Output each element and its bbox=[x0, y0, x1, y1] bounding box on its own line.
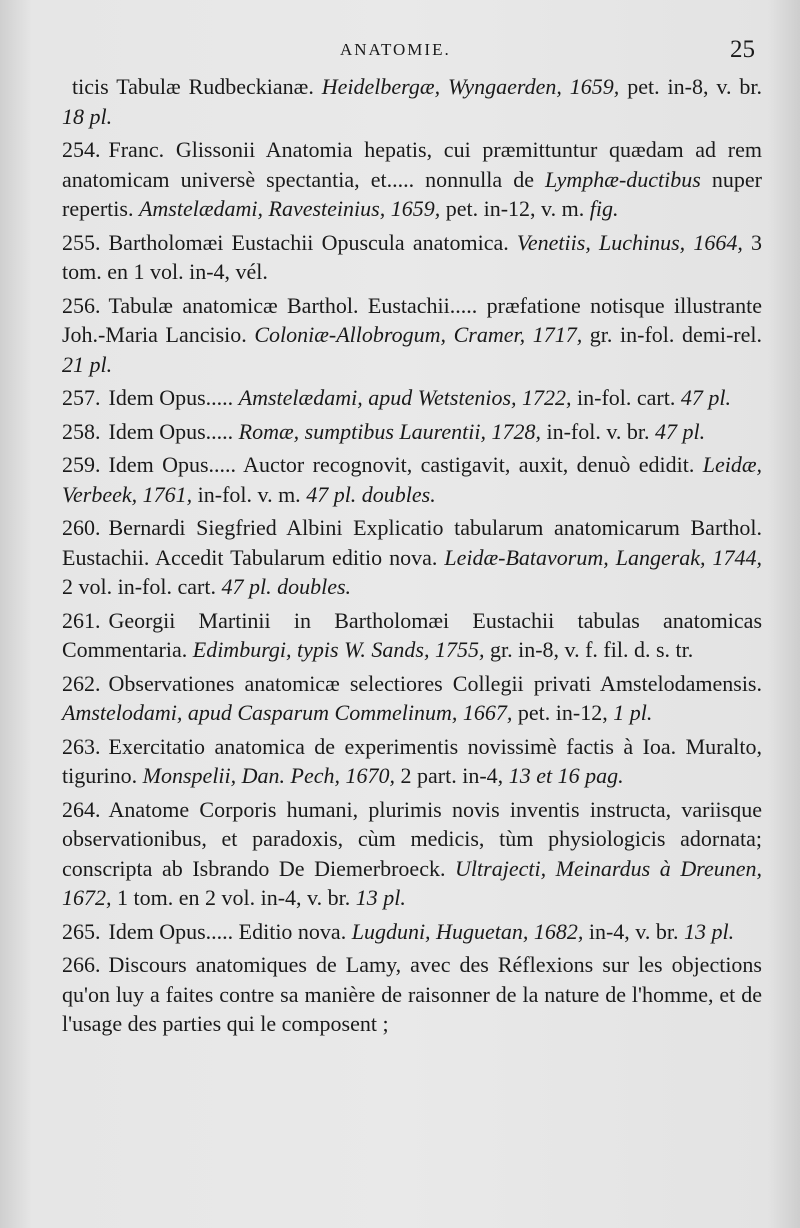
catalogue-entry bbox=[62, 417, 762, 447]
catalogue-entry bbox=[62, 383, 762, 413]
catalogue-entry bbox=[62, 606, 762, 665]
entry-text-segment: Franc. Glissonii Anatomia hepatis, cui præmittuntur quædam ad rem anatomicam universè spectantia, et..... nonnulla de bbox=[62, 137, 762, 192]
catalogue-entry bbox=[62, 917, 762, 947]
catalogue-entries bbox=[62, 72, 762, 1043]
entry-number: 263. bbox=[62, 733, 101, 759]
entry-text-segment: Idem Opus..... bbox=[108, 385, 239, 410]
entry-text-segment: Idem Opus..... Auctor recognovit, castigavit, auxit, denuò edidit. bbox=[108, 452, 703, 477]
entry-imprint-italic: 18 pl. bbox=[62, 103, 113, 129]
entry-text-segment: ticis Tabulæ Rudbeckianæ. bbox=[72, 74, 322, 99]
entry-text bbox=[62, 137, 762, 221]
catalogue-entry bbox=[62, 732, 762, 791]
entry-text bbox=[109, 919, 735, 944]
catalogue-entry bbox=[62, 72, 762, 131]
entry-number: 255. bbox=[62, 229, 101, 255]
entry-imprint-italic: 47 pl. doubles. bbox=[221, 574, 352, 599]
catalogue-entry bbox=[62, 228, 762, 287]
entry-imprint-italic: 47 pl. bbox=[680, 385, 731, 410]
entry-imprint-italic: 13 et 16 pag. bbox=[508, 763, 624, 788]
catalogue-entry bbox=[62, 135, 762, 224]
entry-text-segment: Bartholomæi Eustachii Opuscula anatomica. bbox=[108, 229, 517, 255]
entry-imprint-italic: Lugduni, Huguetan, 1682, bbox=[351, 918, 584, 944]
entry-imprint-italic: Venetiis, Luchinus, 1664, bbox=[516, 229, 743, 255]
entry-number: 258. bbox=[62, 418, 101, 444]
entry-imprint-italic: 47 pl. bbox=[655, 418, 706, 444]
entry-imprint-italic: 21 pl. bbox=[62, 351, 113, 377]
entry-imprint-italic: 13 pl. bbox=[355, 885, 406, 910]
entry-text-segment: pet. in-12, bbox=[512, 700, 614, 725]
entry-text bbox=[62, 293, 762, 377]
entry-imprint-italic: Ultrajecti, Meinardus à Dreunen, 1672, bbox=[62, 855, 763, 910]
entry-number: 266. bbox=[62, 952, 101, 977]
entry-text-segment: pet. in-8, v. br. bbox=[619, 74, 763, 99]
entry-imprint-italic: 1 pl. bbox=[613, 700, 653, 725]
entry-text-segment: gr. in-8, v. f. fil. d. s. tr. bbox=[484, 637, 694, 662]
entry-text bbox=[62, 515, 762, 599]
entry-text bbox=[62, 452, 762, 507]
entry-imprint-italic: Edimburgi, typis W. Sands, 1755, bbox=[192, 637, 485, 662]
entry-text-segment: Anatome Corporis humani, plurimis novis inventis instructa, variisque observationibus, et paradoxis, cùm medicis, tùm physiologicis adornata; conscripta ab Isbrando De Diemerbroeck. bbox=[62, 796, 762, 881]
entry-text-segment: gr. in-fol. demi-rel. bbox=[582, 322, 762, 347]
entry-number: 265. bbox=[62, 918, 101, 944]
catalogue-entry bbox=[62, 513, 762, 602]
entry-number: 257. bbox=[62, 385, 101, 410]
entry-text-segment: 2 part. in-4, bbox=[395, 763, 509, 788]
catalogue-entry bbox=[62, 450, 762, 509]
entry-text bbox=[62, 608, 762, 663]
page-number: 25 bbox=[730, 36, 755, 63]
entry-text-segment: in-fol. v. br. bbox=[540, 418, 656, 444]
entry-text-segment: Exercitatio anatomica de experimentis novissimè factis à Ioa. Muralto, tigurino. bbox=[62, 733, 762, 788]
entry-text-segment: in-fol. cart. bbox=[571, 385, 681, 410]
entry-text-segment: nuper repertis. bbox=[62, 166, 763, 221]
entry-imprint-italic: Amstelodami, apud Casparum Commelinum, 1667, bbox=[62, 700, 513, 725]
entry-text-segment: in-4, v. br. bbox=[583, 918, 684, 944]
entry-text-segment: Georgii Martinii in Bartholomæi Eustachii tabulas anatomicas Commentaria. bbox=[62, 607, 762, 662]
entry-text bbox=[62, 952, 762, 1036]
entry-number: 264. bbox=[62, 796, 101, 822]
entry-number: 254. bbox=[62, 137, 101, 162]
entry-imprint-italic: fig. bbox=[589, 196, 619, 221]
entry-number: 262. bbox=[62, 670, 101, 696]
entry-imprint-italic: Amstelædami, apud Wetstenios, 1722, bbox=[238, 385, 572, 410]
entry-text-segment: 1 tom. en 2 vol. in-4, v. br. bbox=[111, 885, 356, 910]
catalogue-entry bbox=[62, 669, 762, 728]
entry-text bbox=[62, 74, 762, 129]
entry-text-segment: pet. in-12, v. m. bbox=[440, 196, 590, 221]
entry-text bbox=[62, 797, 762, 911]
running-title: ANATOMIE. bbox=[340, 40, 451, 59]
entry-imprint-italic: Heidelbergæ, Wyngaerden, 1659, bbox=[321, 74, 620, 99]
entry-imprint-italic: Leidæ-Batavorum, Langerak, 1744, bbox=[444, 544, 762, 570]
entry-number: 261. bbox=[62, 607, 101, 633]
entry-text-segment: Idem Opus..... bbox=[108, 418, 239, 444]
entry-text-segment: 2 vol. in-fol. cart. bbox=[62, 574, 222, 599]
catalogue-entry bbox=[62, 291, 762, 380]
entry-number: 256. bbox=[62, 292, 101, 318]
entry-text bbox=[109, 385, 732, 410]
entry-imprint-italic: Monspelii, Dan. Pech, 1670, bbox=[142, 763, 396, 788]
entry-imprint-italic: Romæ, sumptibus Laurentii, 1728, bbox=[238, 418, 541, 444]
entry-text bbox=[62, 671, 762, 726]
page-header bbox=[0, 36, 800, 66]
entry-imprint-italic: Lymphæ-ductibus bbox=[545, 166, 701, 192]
entry-text-segment: Bernardi Siegfried Albini Explicatio tabularum anatomicarum Barthol. Eustachii. Accedit Tabularum editio nova. bbox=[62, 515, 762, 570]
entry-imprint-italic: Amstelædami, Ravesteinius, 1659, bbox=[138, 196, 441, 221]
entry-text bbox=[109, 419, 706, 444]
entry-text-segment: Discours anatomiques de Lamy, avec des Réflexions sur les objections qu'on luy a faites contre sa manière de raisonner de la nature de l'homme, et de l'usage des parties qui le composent ; bbox=[62, 952, 762, 1036]
entry-imprint-italic: Leidæ, Verbeek, 1761, bbox=[62, 452, 762, 507]
entry-number: 259. bbox=[62, 452, 101, 477]
entry-number: 260. bbox=[62, 515, 101, 540]
entry-imprint-italic: 47 pl. doubles. bbox=[306, 481, 436, 507]
entry-text-segment: in-fol. v. m. bbox=[192, 481, 307, 507]
catalogue-entry bbox=[62, 950, 762, 1039]
entry-imprint-italic: Coloniæ-Allobrogum, Cramer, 1717, bbox=[254, 322, 583, 347]
entry-text-segment: 3 tom. en 1 vol. in-4, vél. bbox=[62, 229, 763, 284]
entry-text-segment: Idem Opus..... Editio nova. bbox=[108, 918, 352, 944]
entry-text-segment: Observationes anatomicæ selectiores Collegii privati Amstelodamensis. bbox=[108, 670, 762, 696]
entry-text-segment: Tabulæ anatomicæ Barthol. Eustachii..... præfatione notisque illustrante Joh.-Maria Lancisio. bbox=[62, 292, 762, 347]
catalogue-entry bbox=[62, 795, 762, 913]
entry-text bbox=[62, 230, 762, 285]
entry-imprint-italic: 13 pl. bbox=[683, 918, 735, 944]
entry-text bbox=[62, 734, 762, 789]
